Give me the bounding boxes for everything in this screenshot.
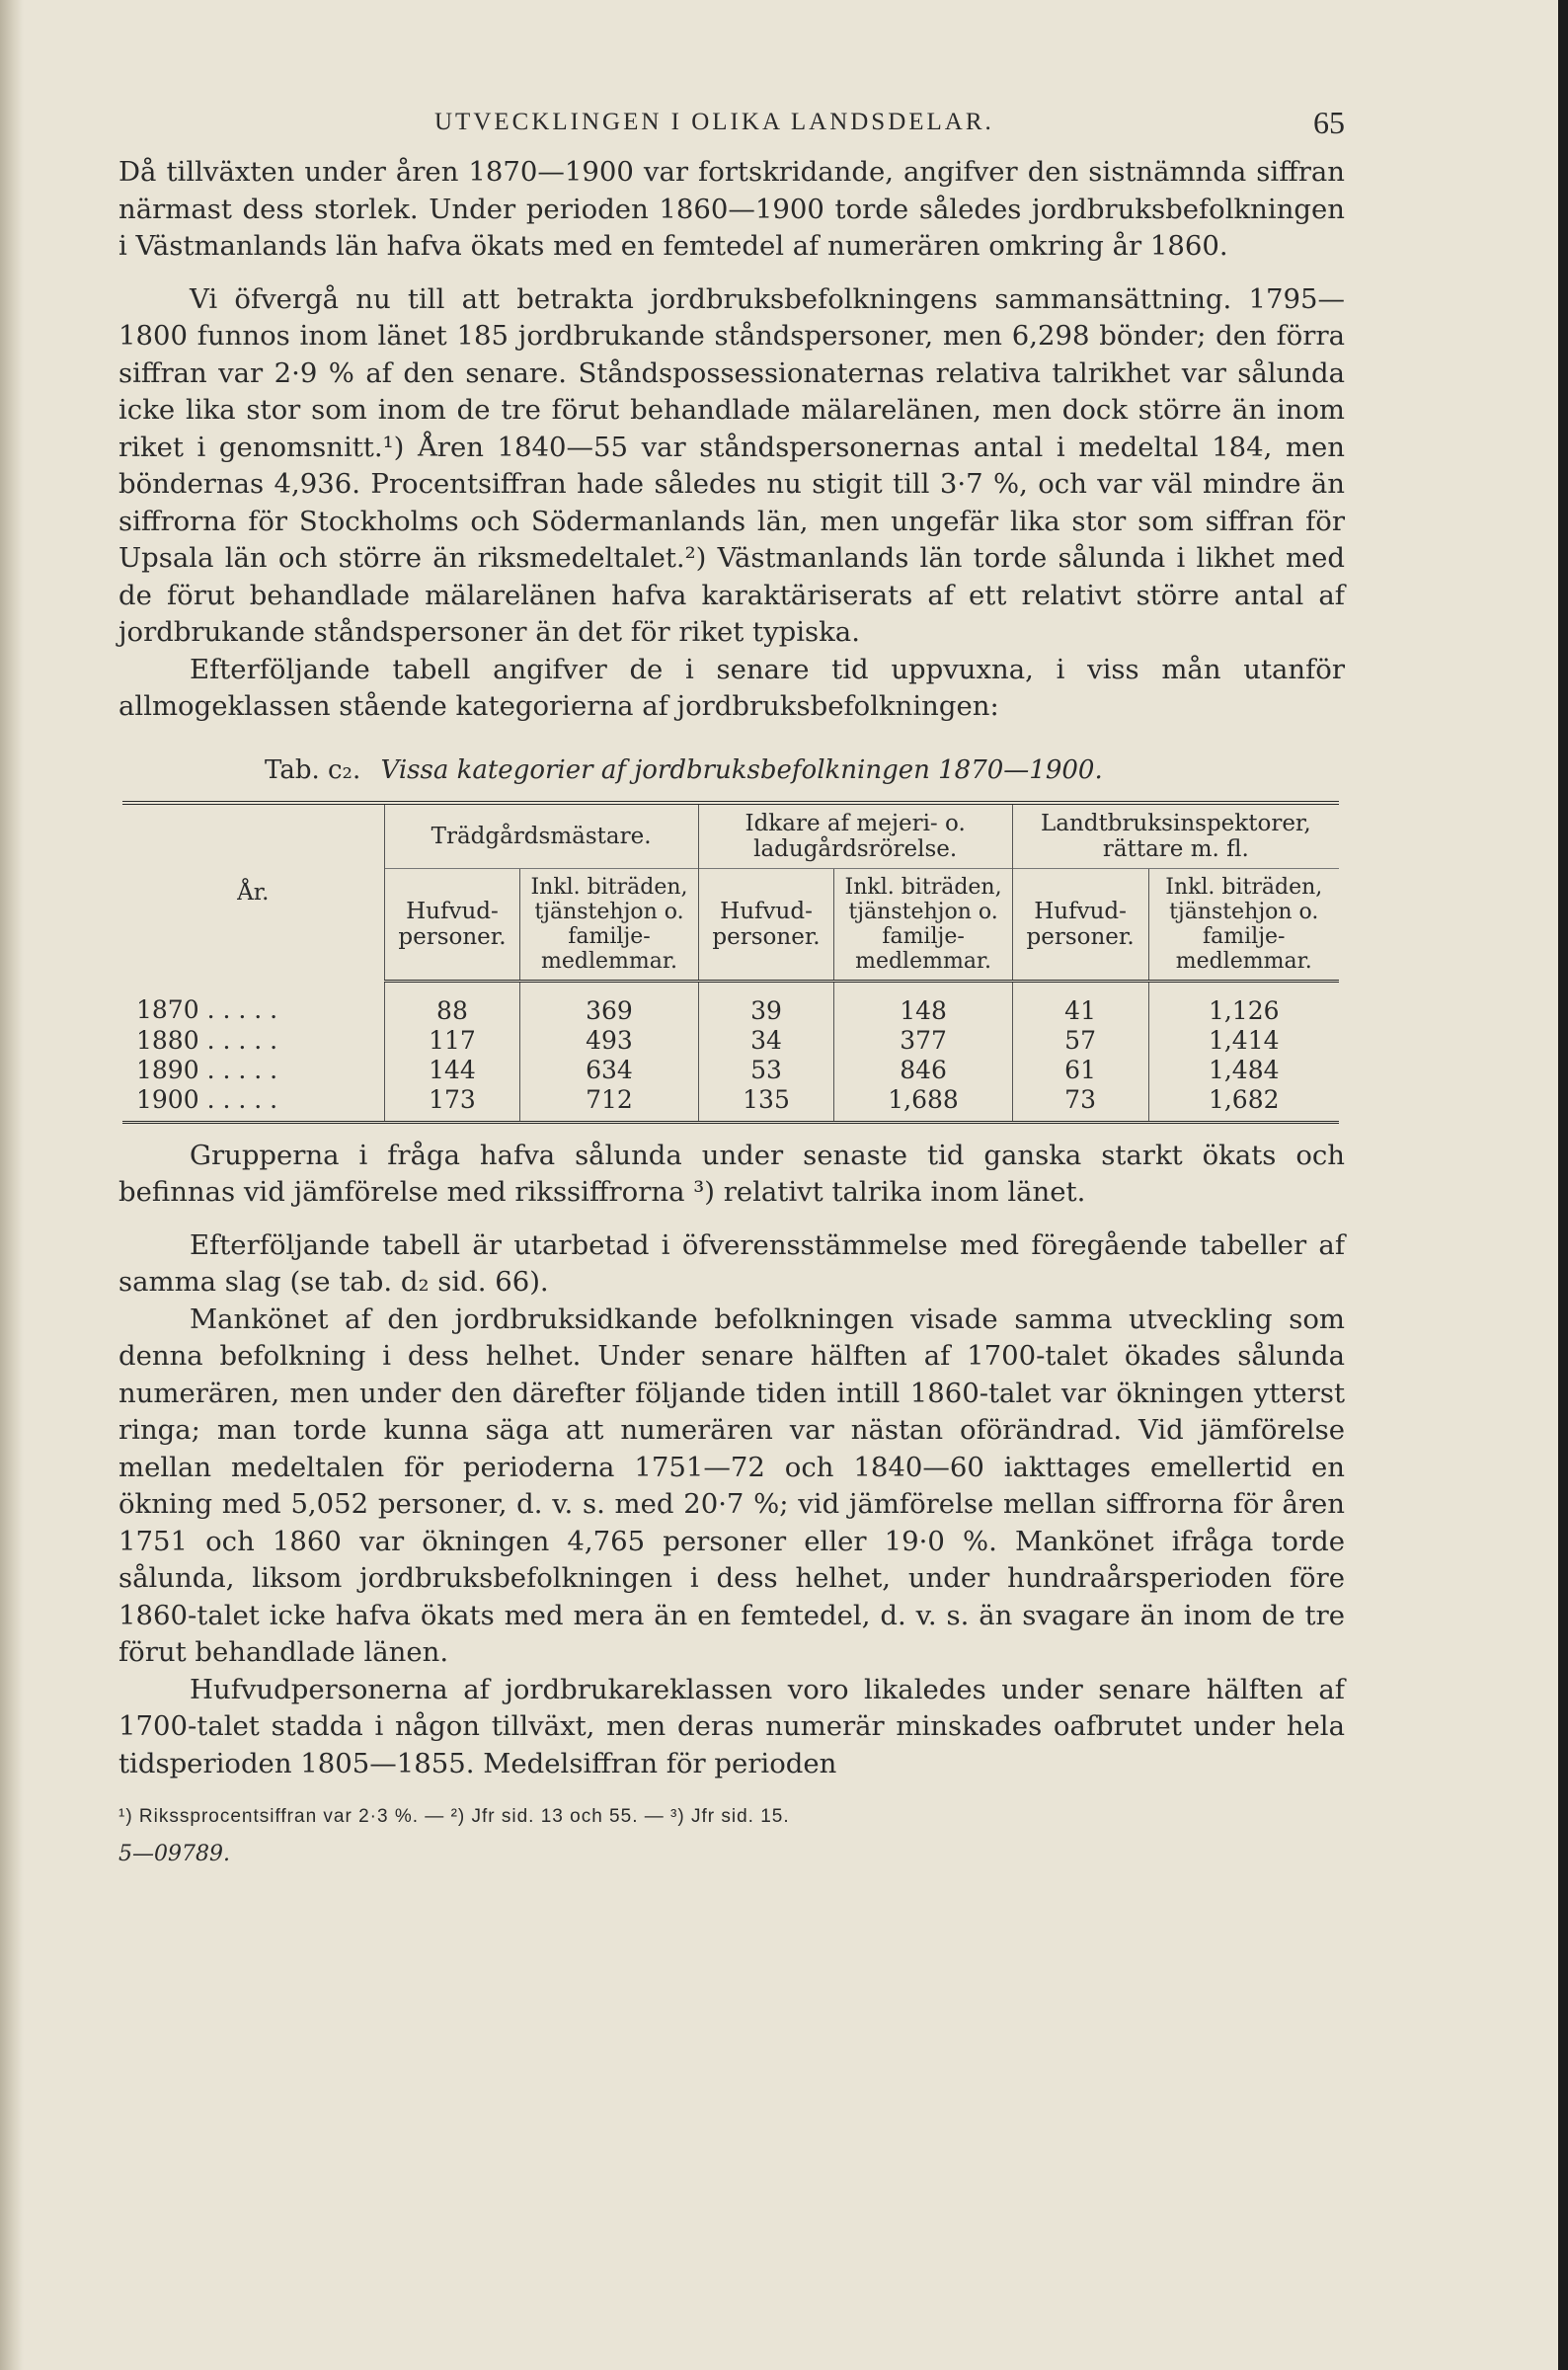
sub-header: Hufvud-personer. [1012, 868, 1148, 981]
paragraph: Efterföljande tabell angifver de i senare tid uppvuxna, i viss mån utanför allmogeklassen stående kategorierna af jordbruksbefolkningen: [118, 653, 1345, 722]
group-header: Idkare af mejeri- o. ladugårdsrörelse. [698, 803, 1012, 869]
value-cell: 61 [1012, 1056, 1148, 1085]
value-cell: 369 [520, 981, 698, 1026]
book-spine-shadow [0, 0, 24, 2370]
value-cell: 73 [1012, 1085, 1148, 1123]
value-cell: 1,414 [1148, 1026, 1339, 1056]
print-signature: 5—09789. [118, 1842, 230, 1866]
value-cell: 1,682 [1148, 1085, 1339, 1123]
sub-header: Hufvud-personer. [384, 868, 520, 981]
value-cell: 57 [1012, 1026, 1148, 1056]
group-header: Trädgårdsmästare. [384, 803, 698, 869]
year-header: År. [237, 879, 270, 906]
sub-header: Inkl. biträden, tjänstehjon o. familje-medlemmar. [520, 868, 698, 981]
table-row [122, 1085, 1339, 1123]
paragraph: Då tillväxten under åren 1870—1900 var fortskridande, angifver den sistnämnda siffran närmast dess storlek. Under perioden 1860—1900 torde således jordbruksbefolkningen i Västmanlands län hafva ökats med en femtedel af numerären omkring år 1860. [118, 156, 1345, 262]
year-cell: 1890 . . . . . [136, 1055, 278, 1084]
sub-header: Inkl. biträden, tjänstehjon o. familje-medlemmar. [834, 868, 1012, 981]
value-cell: 377 [834, 1026, 1012, 1056]
value-cell: 493 [520, 1026, 698, 1056]
value-cell: 1,688 [834, 1085, 1012, 1123]
sub-header: Inkl. biträden, tjänstehjon o. familje-medlemmar. [1148, 868, 1339, 981]
table-row [122, 1056, 1339, 1085]
table-caption [265, 755, 1345, 785]
value-cell: 39 [698, 981, 834, 1026]
table-title: Vissa kategorier af jordbruksbefolkningen 1870—1900. [380, 754, 1103, 785]
value-cell: 135 [698, 1085, 834, 1123]
year-cell: 1870 . . . . . [136, 994, 278, 1024]
page-number: 65 [1313, 105, 1345, 140]
book-page [118, 99, 1345, 1866]
value-cell: 1,484 [1148, 1056, 1339, 1085]
value-cell: 88 [384, 981, 520, 1026]
year-cell: 1880 . . . . . [136, 1025, 278, 1055]
value-cell: 1,126 [1148, 981, 1339, 1026]
value-cell: 148 [834, 981, 1012, 1026]
value-cell: 846 [834, 1056, 1012, 1085]
sub-header: Hufvud-personer. [698, 868, 834, 981]
scan-edge [1558, 0, 1568, 2370]
value-cell: 173 [384, 1085, 520, 1123]
paragraph: Grupperna i fråga hafva sålunda under senaste tid ganska starkt ökats och befinnas vid jämförelse med rikssiffrorna ³) relativt talrika inom länet. [118, 1139, 1345, 1208]
paragraph: Hufvudpersonerna af jordbrukareklassen voro likaledes under senare hälften af 1700-talet stadda i någon tillväxt, men deras numerär minskades oafbrutet under hela tidsperioden 1805—1855. Medelsiffran för perioden [118, 1673, 1345, 1779]
table-label: Tab. c₂. [265, 754, 361, 785]
value-cell: 144 [384, 1056, 520, 1085]
paragraph: Vi öfvergå nu till att betrakta jordbruksbefolkningens sammansättning. 1795—1800 funnos inom länet 185 jordbrukande ståndspersoner, men 6,298 bönder; den förra siffran var 2·9 % af den senare. Ståndspossessionaternas relativa talrikhet var sålunda icke lika stor som inom de tre förut behandlade mälarelänen, men dock större än inom riket i genomsnitt.¹) Åren 1840—55 var ståndspersonernas antal i medeltal 184, men böndernas 4,936. Procentsiffran hade således nu stigit till 3·7 %, och var väl mindre än siffrorna för Stockholms och Södermanlands län, men ungefär lika stor som siffran för Upsala län och större än riksmedeltalet.²) Västmanlands län torde sålunda i likhet med de förut behandlade mälarelänen hafva karaktäriserats af ett relativt större antal af jordbrukande ståndspersoner än det för riket typiska. [118, 282, 1345, 648]
value-cell: 41 [1012, 981, 1148, 1026]
value-cell: 634 [520, 1056, 698, 1085]
value-cell: 117 [384, 1026, 520, 1056]
value-cell: 712 [520, 1085, 698, 1123]
table-row [122, 981, 1339, 1026]
table-row [122, 1026, 1339, 1056]
year-cell: 1900 . . . . . [122, 1085, 384, 1123]
footnotes: ¹) Rikssprocentsiffran var 2·3 %. — ²) Jfr sid. 13 och 55. — ³) Jfr sid. 15. [118, 1806, 790, 1827]
running-head [118, 99, 1345, 154]
paragraph: Mankönet af den jordbruksidkande befolkningen visade samma utveckling som denna befolkning i dess helhet. Under senare hälften af 1700-talet ökades sålunda numerären, men under den därefter följande tiden intill 1860-talet var ökningen ytterst ringa; man torde kunna säga att numerären var nästan oförändrad. Vid jämförelse mellan medeltalen för perioderna 1751—72 och 1840—60 iakttages emellertid en ökning med 5,052 personer, d. v. s. med 20·7 %; vid jämförelse mellan siffrorna för åren 1751 och 1860 var ökningen 4,765 personer eller 19·0 %. Mankönet ifråga torde sålunda, liksom jordbruksbefolkningen i dess helhet, under hundraårsperioden före 1860-talet icke hafva ökats med mera än en femtedel, d. v. s. än svagare än inom de tre förut behandlade länen. [118, 1303, 1345, 1668]
value-cell: 53 [698, 1056, 834, 1085]
statistics-table [122, 801, 1339, 1124]
paragraph: Efterföljande tabell är utarbetad i öfverensstämmelse med föregående tabeller af samma slag (se tab. d₂ sid. 66). [118, 1228, 1345, 1298]
group-header: Landtbruksinspektorer, rättare m. fl. [1012, 803, 1339, 869]
running-head-title: UTVECKLINGEN I OLIKA LANDSDELAR. [434, 109, 994, 135]
value-cell: 34 [698, 1026, 834, 1056]
